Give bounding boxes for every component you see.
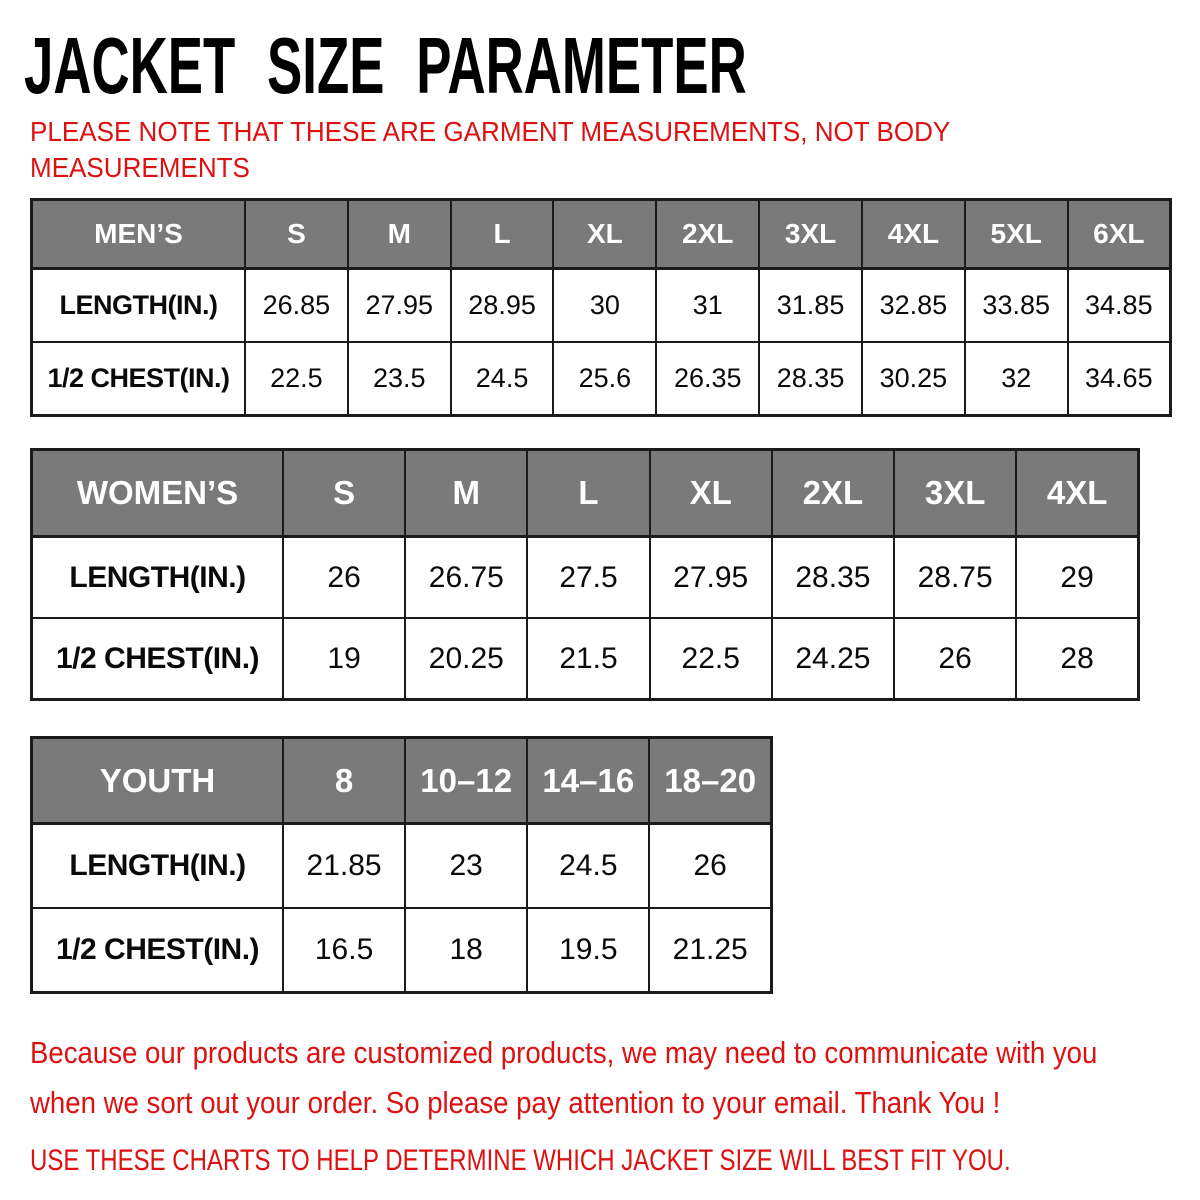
measurement-value-cell: 28.35 — [772, 537, 894, 619]
measurement-value-cell: 26.35 — [656, 342, 759, 416]
customized-products-notice — [30, 1028, 1172, 1128]
size-header-cell: S — [283, 450, 405, 537]
size-header-cell: 14–16 — [527, 738, 649, 824]
measurement-value-cell: 22.5 — [650, 618, 772, 700]
measurement-value-cell: 21.85 — [283, 824, 405, 909]
size-header-cell: M — [405, 450, 527, 537]
measurement-value-cell: 28.75 — [894, 537, 1016, 619]
garment-measurement-note — [30, 114, 1172, 186]
size-header-cell: 4XL — [862, 200, 965, 269]
size-header-cell: M — [348, 200, 451, 269]
note-line-2: MEASUREMENTS — [30, 152, 250, 183]
measurement-value-cell: 26.85 — [245, 269, 348, 343]
measurement-value-cell: 19 — [283, 618, 405, 700]
table-row — [32, 269, 1171, 343]
size-header-cell: 2XL — [772, 450, 894, 537]
measurement-value-cell: 32 — [965, 342, 1068, 416]
row-label-cell: LENGTH(IN.) — [32, 537, 284, 619]
page-title: JACKET SIZE PARAMETER — [24, 21, 747, 110]
note-line-1: PLEASE NOTE THAT THESE ARE GARMENT MEASUREMENTS, NOT BODY — [30, 116, 951, 147]
measurement-value-cell: 24.25 — [772, 618, 894, 700]
measurement-value-cell: 26 — [283, 537, 405, 619]
measurement-value-cell: 21.25 — [649, 908, 771, 993]
size-header-cell: XL — [553, 200, 656, 269]
measurement-value-cell: 31 — [656, 269, 759, 343]
row-label-cell: LENGTH(IN.) — [32, 269, 246, 343]
size-header-cell: 6XL — [1068, 200, 1171, 269]
measurement-value-cell: 28.35 — [759, 342, 862, 416]
size-header-cell: 8 — [283, 738, 405, 824]
measurement-value-cell: 26 — [894, 618, 1016, 700]
measurement-value-cell: 30.25 — [862, 342, 965, 416]
measurement-value-cell: 28.95 — [451, 269, 554, 343]
measurement-value-cell: 22.5 — [245, 342, 348, 416]
size-header-cell: 3XL — [894, 450, 1016, 537]
chart-usage-instruction: USE THESE CHARTS TO HELP DETERMINE WHICH JACKET SIZE WILL BEST FIT YOU. — [30, 1144, 1011, 1177]
size-header-cell: 5XL — [965, 200, 1068, 269]
notice-line-1: Because our products are customized products, we may need to communicate with you — [30, 1035, 1098, 1070]
notice-line-2: when we sort out your order. So please pay attention to your email. Thank You ! — [30, 1085, 1001, 1120]
mens-size-table — [30, 198, 1172, 417]
row-label-cell: 1/2 CHEST(IN.) — [32, 618, 284, 700]
measurement-value-cell: 21.5 — [527, 618, 649, 700]
category-header-cell: MEN’S — [32, 200, 246, 269]
row-label-cell: 1/2 CHEST(IN.) — [32, 908, 284, 993]
measurement-value-cell: 27.95 — [650, 537, 772, 619]
measurement-value-cell: 29 — [1016, 537, 1138, 619]
measurement-value-cell: 27.95 — [348, 269, 451, 343]
measurement-value-cell: 25.6 — [553, 342, 656, 416]
header-row — [32, 200, 1171, 269]
size-header-cell: 4XL — [1016, 450, 1138, 537]
measurement-value-cell: 30 — [553, 269, 656, 343]
size-header-cell: 10–12 — [405, 738, 527, 824]
measurement-value-cell: 23.5 — [348, 342, 451, 416]
measurement-value-cell: 26.75 — [405, 537, 527, 619]
measurement-value-cell: 19.5 — [527, 908, 649, 993]
size-header-cell: 3XL — [759, 200, 862, 269]
measurement-value-cell: 26 — [649, 824, 771, 909]
measurement-value-cell: 33.85 — [965, 269, 1068, 343]
table-row — [32, 537, 1139, 619]
measurement-value-cell: 16.5 — [283, 908, 405, 993]
measurement-value-cell: 18 — [405, 908, 527, 993]
womens-size-table — [30, 448, 1140, 701]
measurement-value-cell: 24.5 — [451, 342, 554, 416]
row-label-cell: 1/2 CHEST(IN.) — [32, 342, 246, 416]
measurement-value-cell: 34.65 — [1068, 342, 1171, 416]
category-header-cell: YOUTH — [32, 738, 284, 824]
measurement-value-cell: 24.5 — [527, 824, 649, 909]
table-row — [32, 618, 1139, 700]
category-header-cell: WOMEN’S — [32, 450, 284, 537]
size-header-cell: L — [451, 200, 554, 269]
size-header-cell: XL — [650, 450, 772, 537]
row-label-cell: LENGTH(IN.) — [32, 824, 284, 909]
measurement-value-cell: 31.85 — [759, 269, 862, 343]
size-header-cell: S — [245, 200, 348, 269]
header-row — [32, 450, 1139, 537]
size-header-cell: L — [527, 450, 649, 537]
header-row — [32, 738, 772, 824]
table-row — [32, 824, 772, 909]
table-row — [32, 908, 772, 993]
table-row — [32, 342, 1171, 416]
measurement-value-cell: 34.85 — [1068, 269, 1171, 343]
youth-size-table — [30, 736, 773, 994]
size-header-cell: 2XL — [656, 200, 759, 269]
measurement-value-cell: 32.85 — [862, 269, 965, 343]
measurement-value-cell: 23 — [405, 824, 527, 909]
measurement-value-cell: 20.25 — [405, 618, 527, 700]
measurement-value-cell: 27.5 — [527, 537, 649, 619]
measurement-value-cell: 28 — [1016, 618, 1138, 700]
page-title-wrap — [24, 21, 1172, 110]
size-header-cell: 18–20 — [649, 738, 771, 824]
